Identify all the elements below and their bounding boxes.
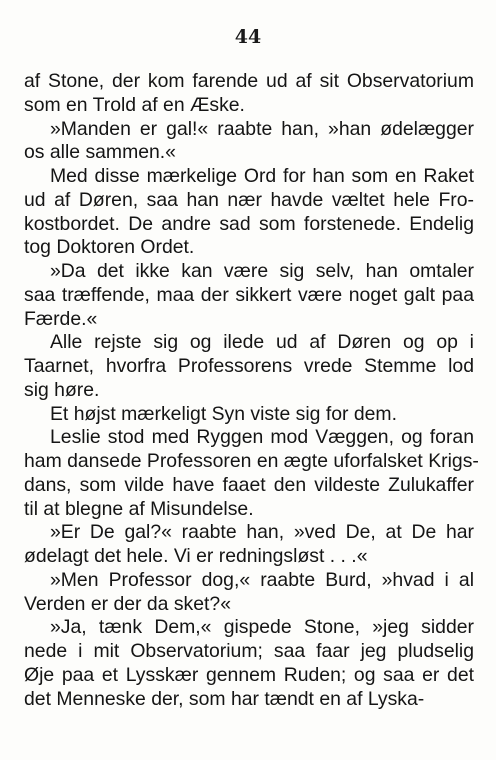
paragraph — [24, 426, 479, 521]
text-line: Leslie stod med Ryggen mod Væggen, og foran — [50, 426, 474, 449]
paragraph — [24, 569, 474, 617]
text-line: til at blegne af Misundelse. — [24, 497, 254, 520]
text-line: det Menneske der, som har tændt en af Lyska- — [24, 687, 425, 710]
text-line: Alle rejste sig og ilede ud af Døren og op i — [50, 331, 474, 354]
paragraph — [24, 616, 474, 711]
text-line: Med disse mærkelige Ord for han som en Raket — [50, 165, 474, 187]
paragraph — [24, 260, 474, 331]
text-line: »Er De gal?« raabte han, »ved De, at De har — [50, 521, 474, 544]
text-line: »Da det ikke kan være sig selv, han omtaler — [50, 260, 474, 282]
text-line: nede i mit Observatorium; saa faar jeg pludselig — [24, 640, 474, 662]
text-line: os alle sammen.« — [24, 141, 176, 164]
paragraph — [24, 331, 474, 402]
paragraph — [24, 70, 474, 118]
text-line: Et højst mærkeligt Syn viste sig for dem. — [50, 402, 397, 425]
text-line: ham dansede Professoren en ægte uforfalsket Krigs- — [24, 450, 479, 472]
text-line: »Men Professor dog,« raabte Burd, »hvad i al — [50, 568, 474, 591]
text-line: Færde.« — [24, 307, 98, 330]
paragraph — [24, 118, 474, 166]
text-line: tog Doktoren Ordet. — [24, 236, 195, 259]
text-line: »Manden er gal!« raabte han, »han ødelægger — [50, 117, 474, 140]
text-line: »Ja, tænk Dem,« gispede Stone, »jeg sidder — [50, 616, 474, 639]
text-line: Verden er der da sket?« — [24, 592, 231, 615]
paragraph — [24, 521, 474, 569]
text-line: saa træffende, maa der sikkert være noget galt paa — [24, 283, 474, 306]
paragraph — [24, 165, 474, 260]
page-number: 44 — [234, 26, 262, 48]
text-line: af Stone, der kom farende ud af sit Observatorium — [24, 70, 474, 92]
text-line: kostbordet. De andre sad som forstenede. Endelig — [24, 212, 474, 235]
text-line: dans, som vilde have faaet den vildeste Zulukaffer — [24, 473, 474, 496]
text-line: ud af Døren, saa han nær havde væltet hele Fro- — [24, 188, 474, 211]
body-text — [24, 70, 479, 711]
text-line: Taarnet, hvorfra Professorens vrede Stemme lod — [24, 355, 474, 377]
text-line: ødelagt det hele. Vi er redningsløst . . .« — [24, 545, 368, 567]
text-line: sig høre. — [24, 378, 100, 401]
text-line: som en Trold af en Æske. — [24, 93, 245, 116]
text-line: Øje paa et Lysskær gennem Ruden; og saa er det — [24, 663, 474, 686]
paragraph — [24, 403, 474, 427]
